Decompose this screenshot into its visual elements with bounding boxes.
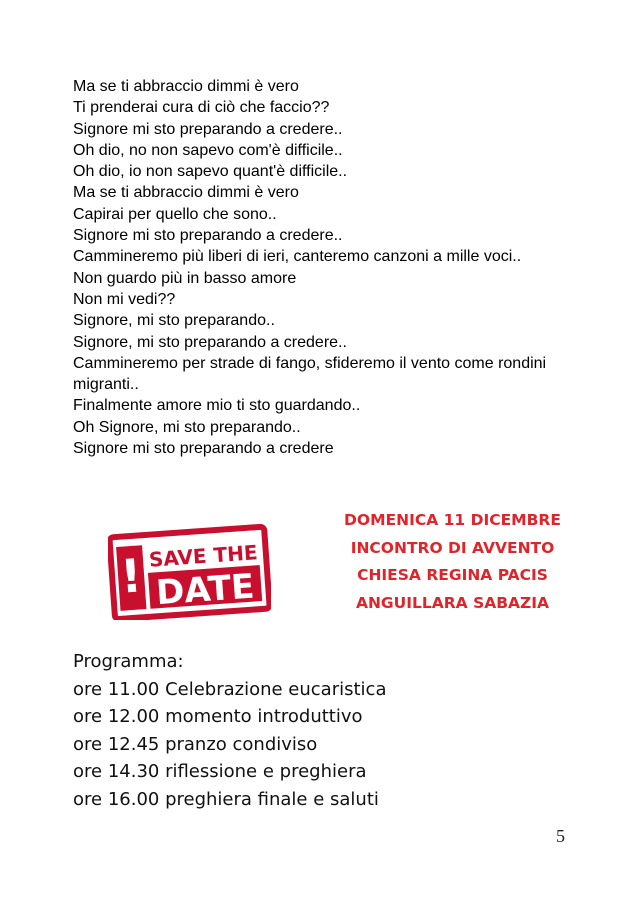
lyric-line: Ti prenderai cura di ciò che faccio?? <box>73 99 330 117</box>
lyric-line: Capirai per quello che sono.. <box>73 205 277 223</box>
exclamation-mark: ! <box>118 548 144 604</box>
song-lyrics <box>73 76 573 459</box>
programma-item: ore 11.00 Celebrazione eucaristica <box>73 678 387 700</box>
lyric-line: Oh Signore, mi sto preparando.. <box>73 418 301 436</box>
lyric-line: Signore, mi sto preparando.. <box>73 312 275 330</box>
event-details <box>300 507 605 617</box>
save-the-date-stamp <box>108 524 271 620</box>
event-place: ANGUILLARA SABAZIA <box>355 593 550 612</box>
event-title: INCONTRO DI AVVENTO <box>350 538 555 557</box>
lyric-line: Signore mi sto preparando a credere <box>73 440 334 458</box>
lyric-line: Signore, mi sto preparando a credere.. <box>73 333 347 351</box>
event-church: CHIESA REGINA PACIS <box>357 566 548 584</box>
stamp-line2: DATE <box>154 566 256 614</box>
programma-item: ore 16.00 preghiera finale e saluti <box>73 788 379 810</box>
lyric-line: Signore mi sto preparando a credere.. <box>73 120 343 138</box>
lyric-line: Ma se ti abbraccio dimmi è vero <box>73 184 299 202</box>
programma-title: Programma: <box>73 651 184 672</box>
lyric-line: Oh dio, io non sapevo quant'è difficile.. <box>73 163 348 181</box>
programma-item: ore 12.45 pranzo condiviso <box>73 733 318 755</box>
lyric-line: Non mi vedi?? <box>73 290 176 308</box>
page-number: 5 <box>556 826 565 846</box>
lyric-line: Finalmente amore mio ti sto guardando.. <box>73 397 361 415</box>
lyric-line: Signore mi sto preparando a credere.. <box>73 227 343 245</box>
lyric-line: Non guardo più in basso amore <box>73 269 297 287</box>
programma-item: ore 14.30 riflessione e preghiera <box>73 761 367 783</box>
lyric-line: Cammineremo più liberi di ieri, canteremo canzoni a mille voci.. <box>73 248 522 266</box>
programma-section <box>73 648 386 814</box>
stamp-line1: SAVE THE <box>148 540 259 572</box>
lyric-line: Ma se ti abbraccio dimmi è vero <box>73 78 299 95</box>
programma-item: ore 12.00 momento introduttivo <box>73 706 363 728</box>
lyric-line: Oh dio, no non sapevo com'è difficile.. <box>73 141 343 159</box>
lyric-line: Cammineremo per strade di fango, sfideremo il vento come rondini migranti.. <box>73 354 547 394</box>
event-date: DOMENICA 11 DICEMBRE <box>344 511 561 529</box>
